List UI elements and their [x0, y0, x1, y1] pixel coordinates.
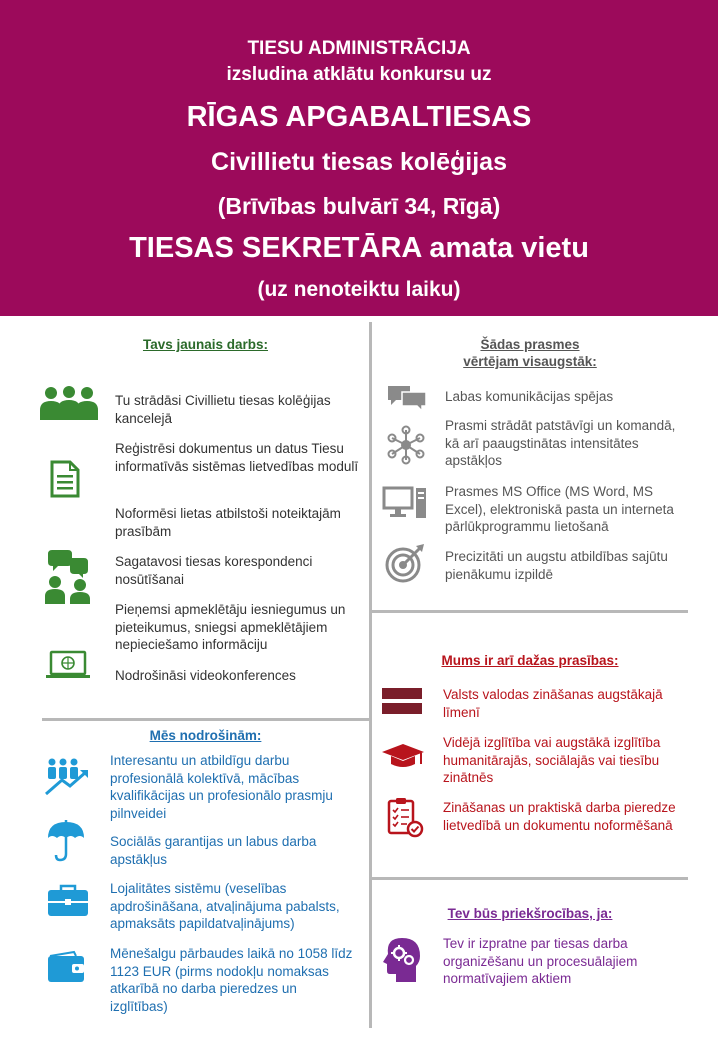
chat-people-icon [42, 548, 94, 604]
work-item-3: Noformēsi lietas atbilstoši noteiktajām prasībām [115, 506, 341, 539]
skills-item-1: Labas komunikācijas spējas [445, 389, 614, 404]
work-item-6: Nodrošināsi videokonferences [115, 668, 296, 683]
document-icon [50, 460, 80, 498]
growth-team-icon [44, 758, 92, 796]
skills-title [372, 336, 688, 370]
flag-icon [380, 686, 424, 716]
header-banner [0, 0, 718, 316]
umbrella-icon [46, 818, 86, 862]
checklist-icon [386, 796, 424, 838]
head-gears-icon [382, 936, 424, 984]
offer-title: Mēs nodrošinām: [149, 728, 262, 743]
wallet-icon [46, 950, 86, 984]
header-announce: izsludina atklātu konkursu uz [226, 64, 492, 85]
skills-item-2: Prasmi strādāt patstāvīgi un komandā, kā arī paaugstinātas intensitātes apstākļos [445, 418, 676, 468]
work-item-1: Tu strādāsi Civillietu tiesas kolēģijas kancelejā [115, 393, 331, 426]
offer-item-1: Interesantu un atbildīgu darbu profesionālā kolektīvā, mācības kvalifikācijas un profesionālo prasmju pilnveidei [110, 753, 333, 821]
requirements-item-1: Valsts valodas zināšanas augstākajā līmenī [443, 687, 663, 720]
advantage-item-1: Tev ir izpratne par tiesas darba organizēšanu un procesuālajiem normatīvajiem aktiem [443, 936, 638, 986]
offer-item-3: Lojalitātes sistēmu (veselības apdrošināšana, atvaļinājuma pabalsts, apmaksāts papildatvaļinājums) [110, 881, 340, 931]
briefcase-icon [46, 884, 90, 918]
skills-title-line2: vērtējam visaugstāk: [463, 354, 597, 369]
laptop-icon [44, 650, 92, 680]
team-icon [38, 386, 100, 420]
header-org: TIESU ADMINISTRĀCIJA [247, 38, 471, 59]
skills-item-3: Prasmes MS Office (MS Word, MS Excel), elektroniskā pasta un interneta pārlūkprogrammu lietošanā [445, 484, 674, 534]
header-address: (Brīvības bulvārī 34, Rīgā) [217, 193, 501, 219]
vertical-divider [369, 322, 372, 1028]
header-position: TIESAS SEKRETĀRA amata vietu [129, 232, 589, 264]
work-item-2: Reģistrēsi dokumentus un datus Tiesu informatīvās sistēmas lietvedības modulī [115, 441, 359, 474]
skills-item-4: Precizitāti un augstu atbildības sajūtu pienākumu izpildē [445, 549, 668, 582]
requirements-title: Mums ir arī dažas prasības: [441, 653, 619, 668]
advantage-title: Tev būs priekšrocības, ja: [447, 906, 613, 921]
work-item-4: Sagatavosi tiesas korespondenci nosūtīšanai [115, 554, 313, 587]
network-icon [386, 425, 426, 465]
header-term: (uz nenoteiktu laiku) [257, 278, 461, 301]
work-title: Tavs jaunais darbs: [142, 337, 269, 352]
header-college: Civillietu tiesas kolēģijas [211, 148, 507, 176]
computer-icon [382, 486, 428, 522]
offer-item-4: Mēnešalgu pārbaudes laikā no 1058 līdz 1123 EUR (pirms nodokļu nomaksas atkarībā no darba pieredzes un izglītības) [110, 946, 353, 1014]
speech-bubbles-icon [386, 384, 428, 412]
offer-item-2: Sociālās garantijas un labus darba apstākļus [110, 834, 317, 867]
requirements-item-3: Zināšanas un praktiskā darba pieredze lietvedībā un dokumentu noformēšanā [443, 800, 676, 833]
graduation-cap-icon [380, 742, 426, 770]
target-icon [384, 542, 426, 584]
skills-title-line1: Šādas prasmes [480, 337, 580, 352]
divider-right-2 [372, 877, 688, 880]
work-item-5: Pieņemsi apmeklētāju iesniegumus un pieteikumus, sniegsi apmeklētājiem nepieciešamo informāciju [115, 602, 346, 652]
requirements-item-2: Vidējā izglītība vai augstākā izglītība humanitārajās, sociālajās vai tiesību zinātnēs [443, 735, 661, 785]
divider-right-1 [372, 610, 688, 613]
header-court: RĪGAS APGABALTIESAS [186, 101, 532, 133]
divider-left [42, 718, 369, 721]
